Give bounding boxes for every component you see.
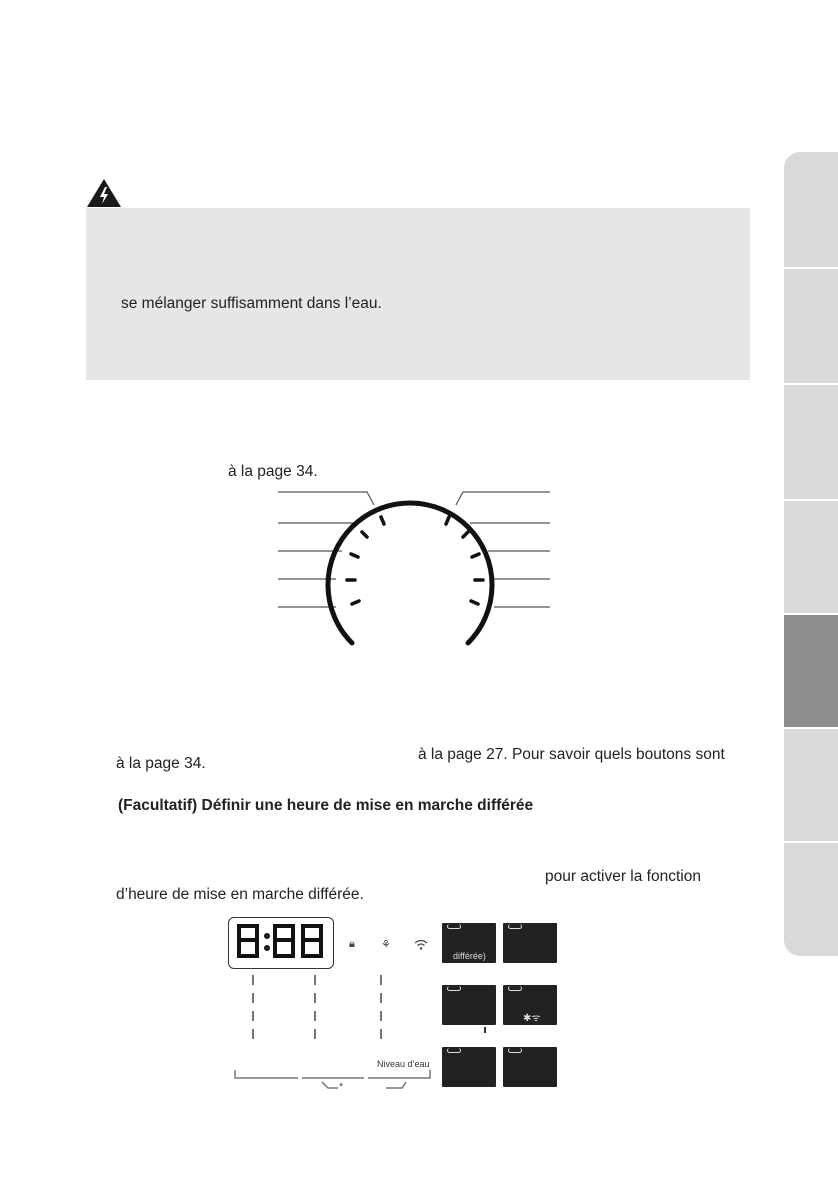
- water-level-label: Niveau d’eau: [377, 1059, 430, 1069]
- warning-text-line: se mélanger suffisamment dans l’eau.: [121, 295, 382, 312]
- delay-start-button[interactable]: différée): [442, 923, 496, 963]
- wifi-button[interactable]: ✱ᯤ: [503, 985, 557, 1025]
- side-tab-6[interactable]: [784, 728, 838, 842]
- delay-start-heading: (Facultatif) Définir une heure de mise en marche différée: [118, 797, 534, 814]
- side-tab-5-active[interactable]: [784, 614, 838, 728]
- side-tab-2[interactable]: [784, 268, 838, 384]
- star-marker: *: [339, 1081, 344, 1093]
- side-tab-3[interactable]: [784, 384, 838, 500]
- warning-box: [86, 208, 750, 380]
- panel-button-5[interactable]: [442, 1047, 496, 1087]
- panel-button-6[interactable]: [503, 1047, 557, 1087]
- body-text-line-1: à la page 27. Pour savoir quels boutons sont: [418, 746, 725, 763]
- lcd-display: [228, 917, 334, 969]
- lock-icon: 🔒︎: [349, 938, 355, 950]
- button-divider: [484, 1027, 486, 1033]
- panel-button-2[interactable]: [503, 923, 557, 963]
- body-text-line-2: à la page 34.: [116, 755, 206, 772]
- program-dial-diagram: [270, 485, 560, 650]
- delay-text-line-1: pour activer la fonction: [545, 868, 701, 885]
- delay-text-line-2: d’heure de mise en marche différée.: [116, 886, 364, 903]
- wifi-icon: [414, 939, 428, 951]
- dial-reference-text: à la page 34.: [228, 463, 318, 480]
- side-tab-4[interactable]: [784, 500, 838, 614]
- side-tab-7[interactable]: [784, 842, 838, 956]
- seven-segment-digits: [229, 918, 332, 967]
- side-tab-1[interactable]: [784, 152, 838, 268]
- child-lock-icon: ⚘: [381, 939, 391, 951]
- high-voltage-warning-icon: [86, 178, 122, 208]
- panel-button-3[interactable]: [442, 985, 496, 1025]
- indicator-brackets: [230, 1068, 440, 1098]
